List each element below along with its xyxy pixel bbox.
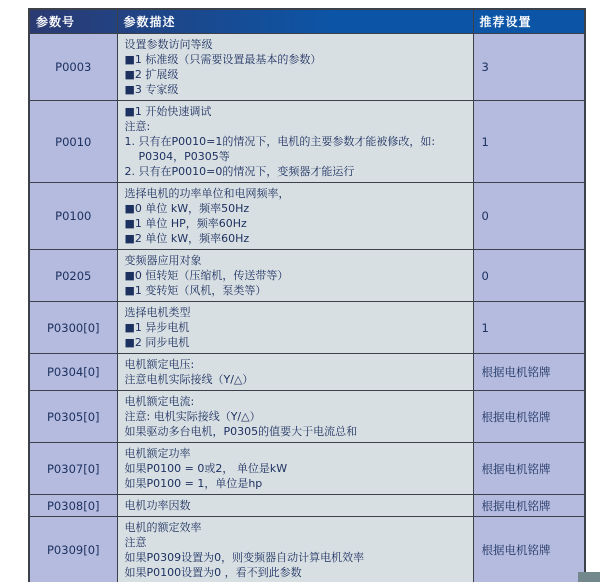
table-row: [29, 302, 585, 354]
description-line: P0304，P0305等: [124, 150, 230, 163]
description-line: ■2 同步电机: [124, 336, 190, 349]
description-line: 如果P0309设置为0，则变频器自动计算电机效率: [124, 551, 365, 564]
param-description-cell: [117, 250, 473, 302]
description-line: 电机的额定效率: [124, 521, 202, 534]
table-row: [29, 101, 585, 183]
description-line: ■2 扩展级: [124, 68, 179, 81]
param-number-cell: P0003: [29, 34, 117, 101]
param-description-cell: [117, 495, 473, 517]
recommended-setting-cell: 根据电机铭牌: [473, 391, 585, 443]
description-line: ■1 开始快速调试: [124, 105, 212, 118]
table-row: [29, 354, 585, 391]
description-line: 电机功率因数: [124, 499, 191, 512]
table-row: [29, 34, 585, 101]
param-description-cell: [117, 354, 473, 391]
description-line: ■1 异步电机: [124, 321, 190, 334]
header-recommended-setting: 推荐设置: [473, 9, 585, 34]
recommended-setting-cell: 根据电机铭牌: [473, 495, 585, 517]
table-row: [29, 183, 585, 250]
description-line: ■0 恒转矩（压缩机，传送带等）: [124, 269, 289, 282]
description-line: ■0 单位 kW，频率50Hz: [124, 202, 250, 215]
description-line: ■1 单位 HP，频率60Hz: [124, 217, 247, 230]
recommended-setting-cell: 0: [473, 183, 585, 250]
description-line: ■1 标准级（只需要设置最基本的参数）: [124, 53, 322, 66]
description-line: 如果P0100设置为0 ，看不到此参数: [124, 566, 302, 579]
param-description-cell: [117, 517, 473, 582]
description-line: 如果P0100 = 1，单位是hp: [124, 477, 263, 490]
param-description-cell: [117, 183, 473, 250]
recommended-setting-cell: 根据电机铭牌: [473, 354, 585, 391]
table-row: [29, 517, 585, 582]
description-line: 注意:: [124, 120, 151, 133]
description-line: 电机额定功率: [124, 447, 191, 460]
table-header-row: [29, 9, 585, 34]
description-line: 注意电机实际接线（Y/△）: [124, 373, 254, 386]
param-number-cell: P0308[0]: [29, 495, 117, 517]
table-row: [29, 443, 585, 495]
description-line: 注意: [124, 536, 147, 549]
description-line: 选择电机的功率单位和电网频率，: [124, 187, 290, 200]
param-number-cell: P0300[0]: [29, 302, 117, 354]
param-number-cell: P0305[0]: [29, 391, 117, 443]
recommended-setting-cell: 根据电机铭牌: [473, 443, 585, 495]
description-line: ■3 专家级: [124, 83, 179, 96]
table-row: [29, 250, 585, 302]
recommended-setting-cell: 0: [473, 250, 585, 302]
description-line: ■1 变转矩（风机，泵类等）: [124, 284, 267, 297]
param-number-cell: P0309[0]: [29, 517, 117, 582]
description-line: 注意: 电机实际接线（Y/△）: [124, 410, 261, 423]
description-line: 电机额定电流:: [124, 395, 195, 408]
description-line: 变频器应用对象: [124, 254, 202, 267]
table-row: [29, 495, 585, 517]
param-number-cell: P0304[0]: [29, 354, 117, 391]
table-row: [29, 391, 585, 443]
param-description-cell: [117, 443, 473, 495]
recommended-setting-cell: 3: [473, 34, 585, 101]
param-number-cell: P0307[0]: [29, 443, 117, 495]
description-line: 如果驱动多台电机，P0305的值要大于电流总和: [124, 425, 358, 438]
param-description-cell: [117, 101, 473, 183]
param-number-cell: P0205: [29, 250, 117, 302]
param-table-body: [29, 34, 585, 582]
description-line: 设置参数访问等级: [124, 38, 213, 51]
recommended-setting-cell: 根据电机铭牌: [473, 517, 585, 582]
header-param-number: 参数号: [29, 9, 117, 34]
description-line: 选择电机类型: [124, 306, 191, 319]
param-number-cell: P0100: [29, 183, 117, 250]
description-line: 2. 只有在P0010=0的情况下，变频器才能运行: [124, 165, 355, 178]
header-param-description: 参数描述: [117, 9, 473, 34]
param-number-cell: P0010: [29, 101, 117, 183]
param-description-cell: [117, 391, 473, 443]
description-line: ■2 单位 kW，频率60Hz: [124, 232, 250, 245]
page-corner-tab: [578, 572, 600, 582]
description-line: 如果P0100 = 0或2， 单位是kW: [124, 462, 288, 475]
param-description-cell: [117, 302, 473, 354]
description-line: 电机额定电压:: [124, 358, 195, 371]
recommended-setting-cell: 1: [473, 101, 585, 183]
param-description-cell: [117, 34, 473, 101]
description-line: 1. 只有在P0010=1的情况下，电机的主要参数才能被修改，如:: [124, 135, 436, 148]
recommended-setting-cell: 1: [473, 302, 585, 354]
parameter-table: [28, 8, 586, 582]
